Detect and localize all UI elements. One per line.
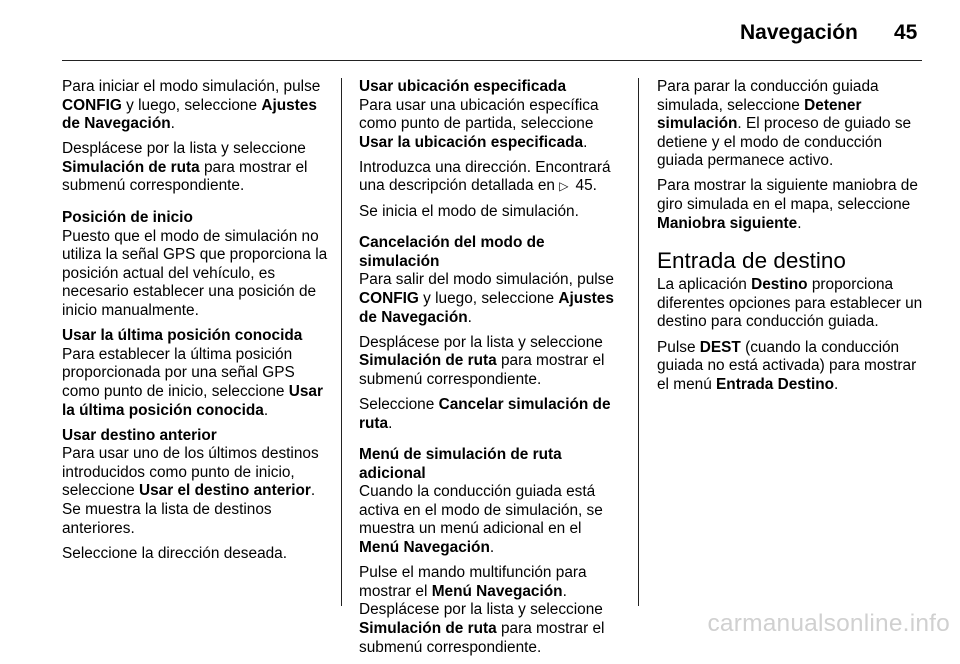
paragraph: Para usar uno de los últimos destinos introducidos como punto de inicio, seleccione Usar el destino anterior. Se muestra la lista de destinos anteriores. — [62, 445, 319, 537]
subsection-heading: Usar ubicación especificada — [359, 78, 567, 95]
paragraph: Para iniciar el modo simulación, pulse CONFIG y luego, seleccione Ajustes de Navegación. — [62, 78, 321, 133]
column-divider-2 — [638, 78, 639, 606]
paragraph: Pulse DEST (cuando la conducción guiada no está activada) para mostrar el menú Entrada Destino. — [657, 338, 917, 393]
paragraph: Para establecer la última posición proporcionada por una señal GPS como punto de inicio, seleccione Usar la última posición conocida. — [62, 345, 323, 419]
paragraph: Desplácese por la lista y seleccione Simulación de ruta para mostrar el submenú correspondiente. — [359, 333, 605, 388]
paragraph: Para parar la conducción guiada simulada, seleccione Detener simulación. El proceso de guiado se detiene y el modo de conducción guiada permanece activo. — [657, 78, 912, 170]
paragraph: La aplicación Destino proporciona diferentes opciones para establecer un destino para conducción guiada. — [657, 276, 923, 331]
page-reference-arrow-icon: ▷ — [559, 179, 569, 194]
paragraph: Puesto que el modo de simulación no utiliza la señal GPS que proporciona la posición actual del vehículo, es necesario establecer una posición de inicio manualmente. — [62, 227, 328, 320]
paragraph: Cuando la conducción guiada está activa en el modo de simulación, se muestra un menú adicional en el Menú Navegación. — [359, 483, 603, 557]
paragraph: Para usar una ubicación específica como punto de partida, seleccione Usar la ubicación especificada. — [359, 96, 599, 151]
page-number: 45 — [894, 21, 918, 44]
paragraph: Para mostrar la siguiente maniobra de giro simulada en el mapa, seleccione Maniobra siguiente. — [657, 177, 918, 232]
paragraph: Introduzca una dirección. Encontrará una descripción detallada en ▷ 45. — [359, 158, 611, 195]
page-header — [0, 0, 960, 62]
column-1 — [62, 78, 330, 570]
section-heading: Posición de inicio — [62, 209, 193, 227]
column-2 — [359, 78, 625, 664]
paragraph: Desplácese por la lista y seleccione Simulación de ruta para mostrar el submenú correspondiente. — [62, 140, 308, 195]
subsection-heading: Usar destino anterior — [62, 426, 217, 444]
column-divider-1 — [341, 78, 342, 606]
paragraph: Se inicia el modo de simulación. — [359, 202, 579, 220]
section-heading: Cancelación del modo de simulación — [359, 234, 545, 270]
column-3 — [657, 78, 927, 401]
paragraph: Seleccione la dirección deseada. — [62, 544, 288, 562]
subsection-heading: Usar la última posición conocida — [62, 327, 303, 345]
watermark: carmanualsonline.info — [707, 610, 950, 637]
paragraph: Para salir del modo simulación, pulse CONFIG y luego, seleccione Ajustes de Navegación. — [359, 271, 614, 326]
chapter-heading: Entrada de destino — [657, 248, 846, 274]
paragraph: Pulse el mando multifunción para mostrar el Menú Navegación. Desplácese por la lista y seleccione Simulación de ruta para mostrar el submenú correspondiente. — [359, 564, 605, 656]
section-heading: Menú de simulación de ruta adicional — [359, 446, 562, 482]
header-rule — [62, 60, 922, 61]
page-title: Navegación — [740, 21, 858, 44]
paragraph: Seleccione Cancelar simulación de ruta. — [359, 395, 611, 432]
